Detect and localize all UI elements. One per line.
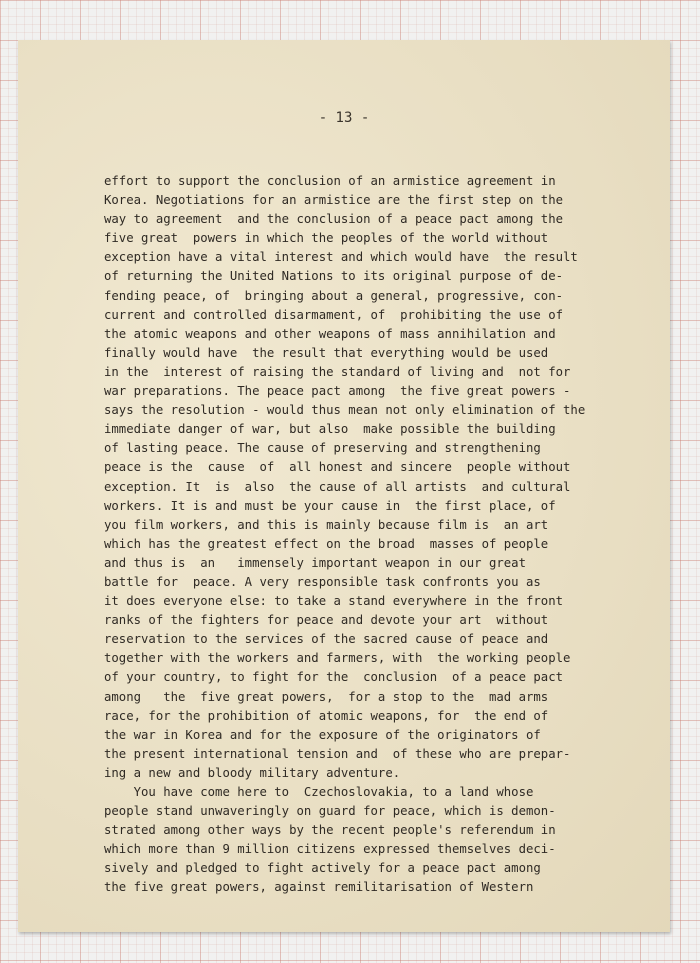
text-line: peace is the cause of all honest and sincere people without <box>104 460 571 475</box>
text-line: battle for peace. A very responsible task confronts you as <box>104 574 541 589</box>
text-line: current and controlled disarmament, of prohibiting the use of <box>104 307 564 322</box>
text-line: You have come here to Czechoslovakia, to a land whose <box>104 785 534 799</box>
text-line: together with the workers and farmers, with the working people <box>104 651 571 666</box>
text-line: fending peace, of bringing about a general, progressive, con- <box>104 288 564 303</box>
text-line: Korea. Negotiations for an armistice are the first step on the <box>104 193 564 208</box>
text-line: strated among other ways by the recent people's referendum in <box>104 823 556 838</box>
text-line: the present international tension and of these who are prepar- <box>104 746 571 761</box>
text-line: and thus is an immensely important weapon in our great <box>104 555 526 570</box>
text-line: it does everyone else: to take a stand everywhere in the front <box>104 594 564 609</box>
text-line: workers. It is and must be your cause in the first place, of <box>104 498 556 513</box>
text-line: which has the greatest effect on the broad masses of people <box>104 536 549 551</box>
text-line: immediate danger of war, but also make possible the building <box>104 422 556 437</box>
text-line: war preparations. The peace pact among the five great powers - <box>104 384 571 399</box>
text-line: of your country, to fight for the conclusion of a peace pact <box>104 670 564 685</box>
text-line: finally would have the result that everything would be used <box>104 345 549 360</box>
text-line: way to agreement and the conclusion of a peace pact among the <box>104 212 564 227</box>
text-line: which more than 9 million citizens expressed themselves deci- <box>104 842 556 857</box>
body-text <box>104 172 664 898</box>
text-line: race, for the prohibition of atomic weapons, for the end of <box>104 708 549 723</box>
text-line: the war in Korea and for the exposure of the originators of <box>104 727 541 742</box>
text-line: says the resolution - would thus mean not only elimination of the <box>104 403 586 418</box>
text-line: among the five great powers, for a stop to the mad arms <box>104 689 549 704</box>
text-line: five great powers in which the peoples of the world without <box>104 231 549 246</box>
text-line: effort to support the conclusion of an armistice agreement in <box>104 174 556 188</box>
text-line: you film workers, and this is mainly because film is an art <box>104 517 549 532</box>
text-line: the atomic weapons and other weapons of mass annihilation and <box>104 326 556 341</box>
text-line: people stand unwaveringly on guard for peace, which is demon- <box>104 804 556 819</box>
text-line: exception. It is also the cause of all artists and cultural <box>104 479 571 494</box>
text-line: exception have a vital interest and which would have the result <box>104 250 578 265</box>
text-line: in the interest of raising the standard of living and not for <box>104 364 571 379</box>
text-line: the five great powers, against remilitarisation of Western <box>104 880 534 895</box>
text-line: reservation to the services of the sacred cause of peace and <box>104 632 549 647</box>
text-line: ranks of the fighters for peace and devote your art without <box>104 613 549 628</box>
page-number: - 13 - <box>318 110 370 126</box>
text-line: sively and pledged to fight actively for a peace pact among <box>104 861 541 876</box>
text-line: of lasting peace. The cause of preserving and strengthening <box>104 441 541 456</box>
text-line: ing a new and bloody military adventure. <box>104 765 401 780</box>
document-page <box>18 40 670 932</box>
text-line: of returning the United Nations to its original purpose of de- <box>104 269 564 284</box>
